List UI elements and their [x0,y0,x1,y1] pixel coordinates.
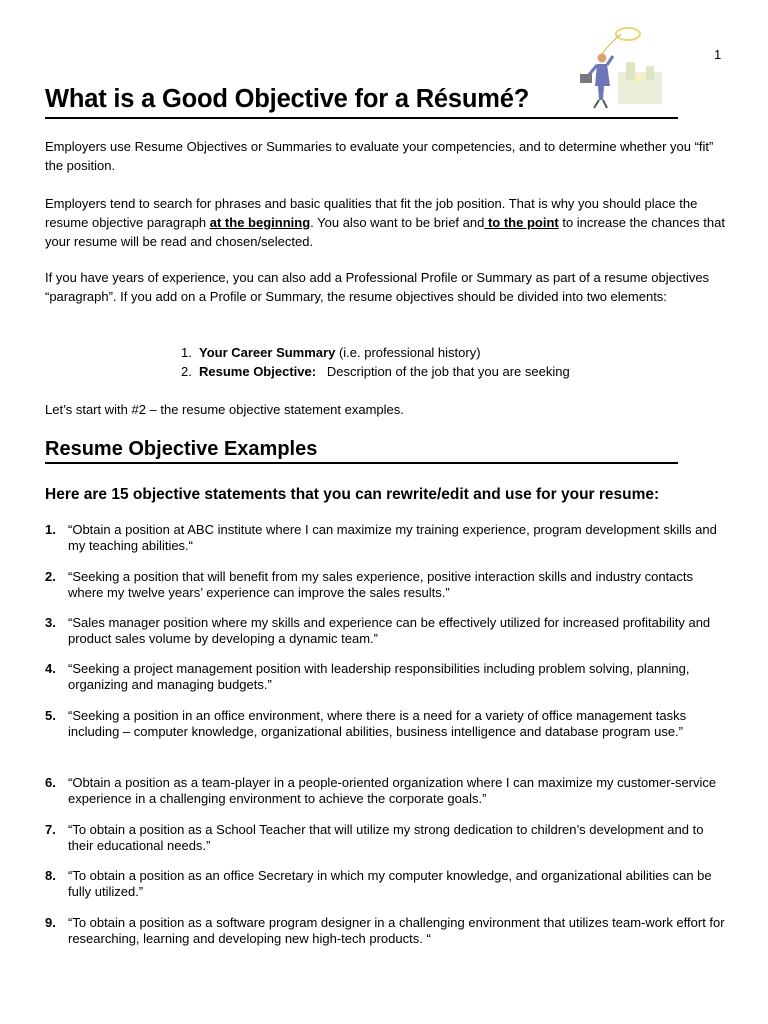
list-item [45,615,725,646]
section-underline [45,462,678,464]
list-item-number: 1. [45,522,56,537]
intro-paragraph-1: Employers use Resume Objectives or Summaries to evaluate your competencies, and to determine whether you “fit” the position. [45,139,714,173]
list-item-number: 7. [45,822,56,837]
list-item [45,915,725,946]
list-item [45,708,725,739]
list-item-text: “To obtain a position as a software program designer in a challenging environment that utilizes team-work effort for researching, learning and developing new high-tech products. “ [68,915,725,946]
list-item-text: “To obtain a position as an office Secretary in which my computer knowledge, and organizational abilities can be fully utilized.” [68,868,712,899]
list-item-number: 9. [45,915,56,930]
list-item-text: “Obtain a position at ABC institute where I can maximize my training experience, program development skills and my teaching abilities.“ [68,522,717,553]
list-item-number: 3. [45,615,56,630]
element-item [181,362,570,381]
list-item-number: 6. [45,775,56,790]
list-item-number: 8. [45,868,56,883]
list-item-text: “Obtain a position as a team-player in a people-oriented organization where I can maximize my customer-service experience in a challenging environment to achieve the corporate goals.” [68,775,717,806]
list-item-text: “To obtain a position as a School Teacher that will utilize my strong dedication to children’s development and to their educational needs.” [68,822,704,853]
list-item [45,522,725,553]
intro-paragraph-2-text: . You also want to be brief and [310,215,485,230]
element-title: Your Career Summary [199,345,336,360]
element-title: Resume Objective: [199,364,317,379]
list-item-number: 5. [45,708,56,723]
list-item-text: “Sales manager position where my skills and experience can be effectively utilized for increased profitability and product sales volume by developing a dynamic team.” [68,615,711,646]
list-item [45,822,725,853]
title-underline [45,117,678,119]
element-item [181,343,481,362]
list-item-text: “Seeking a project management position with leadership responsibilities including problem solving, planning, organizing and managing budgets.” [68,661,690,692]
element-detail: (i.e. professional history) [335,345,481,360]
element-number: 1. [181,345,192,360]
element-number: 2. [181,364,192,379]
element-detail: Description of the job that you are seeking [316,364,570,379]
emphasis-at-beginning: at the beginning [209,215,311,230]
emphasis-to-the-point: to the point [484,215,559,230]
section-title: Resume Objective Examples [45,438,318,460]
page-title: What is a Good Objective for a Résumé? [45,85,530,113]
list-item [45,775,725,806]
list-item [45,661,725,692]
list-item-text: “Seeking a position that will benefit from my sales experience, positive interaction skills and industry contacts where my twelve years’ experience can improve the sales results.” [68,569,694,600]
page-number: 1 [714,47,722,62]
list-item-number: 4. [45,661,56,676]
list-item [45,569,725,600]
intro-paragraph-2-text: to increase the chances that your resume will be read and chosen/selected. [45,215,725,249]
list-item-text: “Seeking a position in an office environment, where there is a need for a variety of office management tasks including – computer knowledge, organizational abilities, business intelligence and database program use.” [68,708,687,739]
intro-paragraph-2-text: Employers tend to search for phrases and basic qualities that fit the job position. That is why you should place the resume objective paragraph [45,196,698,230]
businessman-kite-icon [566,12,670,116]
list-item-number: 2. [45,569,56,584]
intro-paragraph-2 [45,194,725,251]
section-subtitle: Here are 15 objective statements that you can rewrite/edit and use for your resume: [45,486,660,503]
intro-paragraph-4: Let’s start with #2 – the resume objective statement examples. [45,402,404,417]
list-item [45,868,725,899]
intro-paragraph-3: If you have years of experience, you can also add a Professional Profile or Summary as part of a resume objectives “paragraph”. If you add on a Profile or Summary, the resume objectives should be divided into two elements: [45,270,710,304]
